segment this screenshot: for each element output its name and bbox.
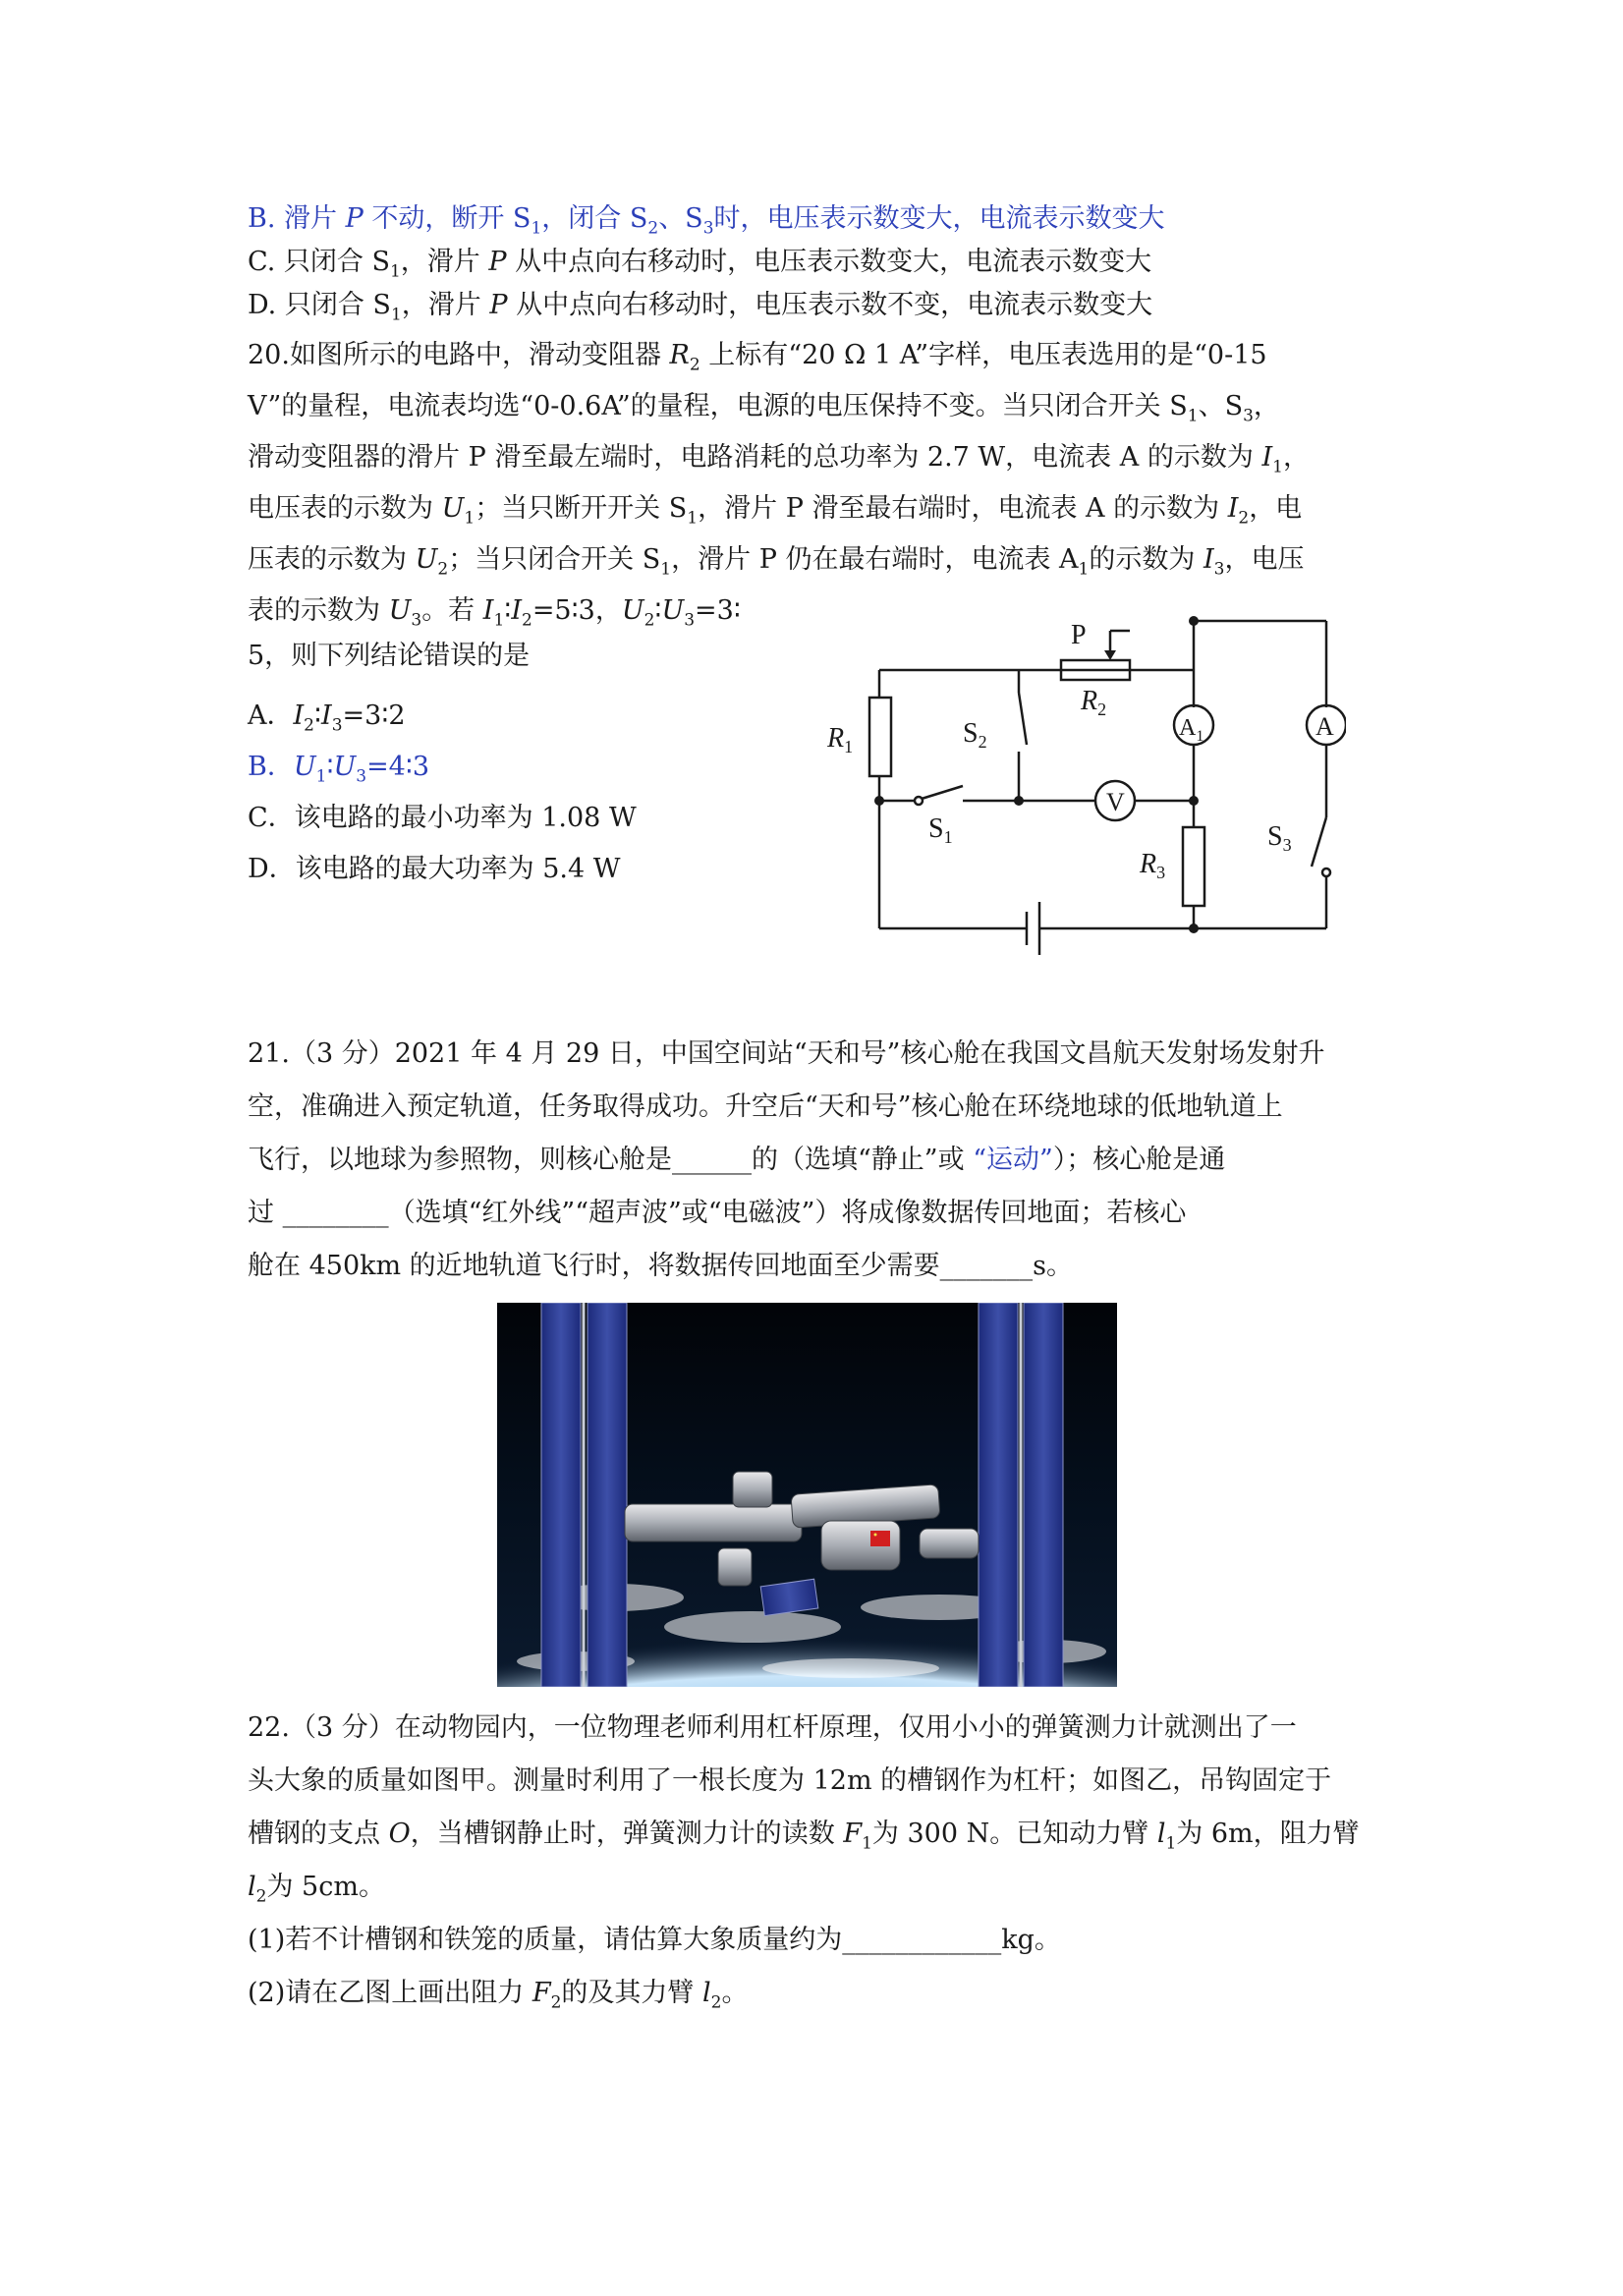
label-a: A (1315, 712, 1334, 741)
q21-line-2: 空，准确进入预定轨道，任务取得成功。升空后“天和号”核心舱在环绕地球的低地轨道上 (248, 1092, 1283, 1122)
r3-resistor (1183, 827, 1204, 906)
label-v: V (1106, 788, 1125, 816)
s1-switch (922, 786, 963, 799)
q20-option-a: A．$I_2∶I_3=3∶2$ (248, 700, 406, 736)
q21-line-1: 21.（3 分）2021 年 4 月 29 日，中国空间站“天和号”核心舱在我国文昌航天发射场发射升 (248, 1038, 1325, 1069)
label-s3: $S_3$ (1267, 821, 1292, 855)
q22-line-4: $l_2$为 5cm。 (248, 1872, 385, 1907)
label-s2: $S_2$ (963, 718, 987, 752)
q22-subquestion-1: (1)若不计槽钢和铁笼的质量，请估算大象质量约为____________kg。 (248, 1925, 1061, 1955)
s2-switch (1019, 693, 1027, 745)
label-r3: $R_3$ (1140, 849, 1166, 882)
q19-option-c: C. 只闭合 $S_1$，滑片 P 从中点向右移动时，电压表示数变大，电流表示数变大 (248, 247, 1152, 282)
q22-subquestion-2: (2)请在乙图上画出阻力 $F_2$的及其力臂 $l_2$。 (248, 1978, 749, 2013)
q20-line-1: 20.如图所示的电路中，滑动变阻器 $R_2$ 上标有“20 Ω 1 A”字样，电压表选用的是“0-15 (248, 340, 1267, 375)
r1-resistor (869, 698, 891, 776)
q20-line-2: V”的量程，电流表均选“0-0.6A”的量程，电源的电压保持不变。当只闭合开关 $S_1$、$S_3$， (248, 391, 1280, 426)
q20-option-d: D．该电路的最大功率为 5.4 W (248, 854, 621, 884)
q20-line-5: 压表的示数为 $U_2$；当只闭合开关 $S_1$，滑片 P 仍在最右端时，电流表 $A_1$的示数为 $I_3$，电压 (248, 544, 1305, 580)
q21-line-3: 飞行，以地球为参照物，则核心舱是______的（选填“静止”或 “运动”）；核心舱是通 (248, 1145, 1226, 1175)
q20-option-b: B．$U_1∶U_3=4∶3$ (248, 752, 430, 787)
label-a1: $A_1$ (1179, 715, 1204, 745)
q21-line-5: 舱在 450km 的近地轨道飞行时，将数据传回地面至少需要_______s。 (248, 1251, 1074, 1281)
q19-option-b: B. 滑片 P 不动，断开 $S_1$，闭合 $S_2$、$S_3$时，电压表示数变大，电流表示数变大 (248, 203, 1165, 239)
q20-option-c: C．该电路的最小功率为 1.08 W (248, 803, 637, 833)
circuit-diagram (815, 609, 1346, 973)
q22-line-3: 槽钢的支点 O，当槽钢静止时，弹簧测力计的读数 $F_1$为 300 N。已知动力臂 $l_1$为 6m，阻力臂 (248, 1819, 1360, 1854)
space-station-image (497, 1303, 1117, 1687)
q20-line-7: 5，则下列结论错误的是 (248, 641, 531, 671)
q22-line-2: 头大象的质量如图甲。测量时利用了一根长度为 12m 的槽钢作为杠杆；如图乙，吊钩固定于 (248, 1765, 1332, 1796)
q20-line-6: 表的示数为 $U_3$。若 $I_1∶I_2=5∶3$，$U_2∶U_3=3∶$ (248, 595, 741, 631)
q19-option-d: D. 只闭合 $S_1$，滑片 P 从中点向右移动时，电压表示数不变，电流表示数变大 (248, 290, 1153, 325)
q21-line-4: 过 ________（选填“红外线”“超声波”或“电磁波”）将成像数据传回地面；若核心 (248, 1198, 1187, 1228)
q20-line-4: 电压表的示数为 $U_1$；当只断开开关 $S_1$，滑片 P 滑至最右端时，电流表 A 的示数为 $I_2$，电 (248, 493, 1303, 529)
q20-line-3: 滑动变阻器的滑片 P 滑至最左端时，电路消耗的总功率为 2.7 W，电流表 A 的示数为 $I_1$， (248, 442, 1310, 477)
label-s1: $S_1$ (928, 813, 953, 847)
label-p: P (1071, 620, 1087, 650)
q22-line-1: 22.（3 分）在动物园内，一位物理老师利用杠杆原理，仅用小小的弹簧测力计就测出了一 (248, 1712, 1297, 1743)
label-r1: $R_1$ (827, 723, 854, 756)
label-r2: $R_2$ (1081, 686, 1107, 719)
s3-switch (1312, 817, 1326, 867)
